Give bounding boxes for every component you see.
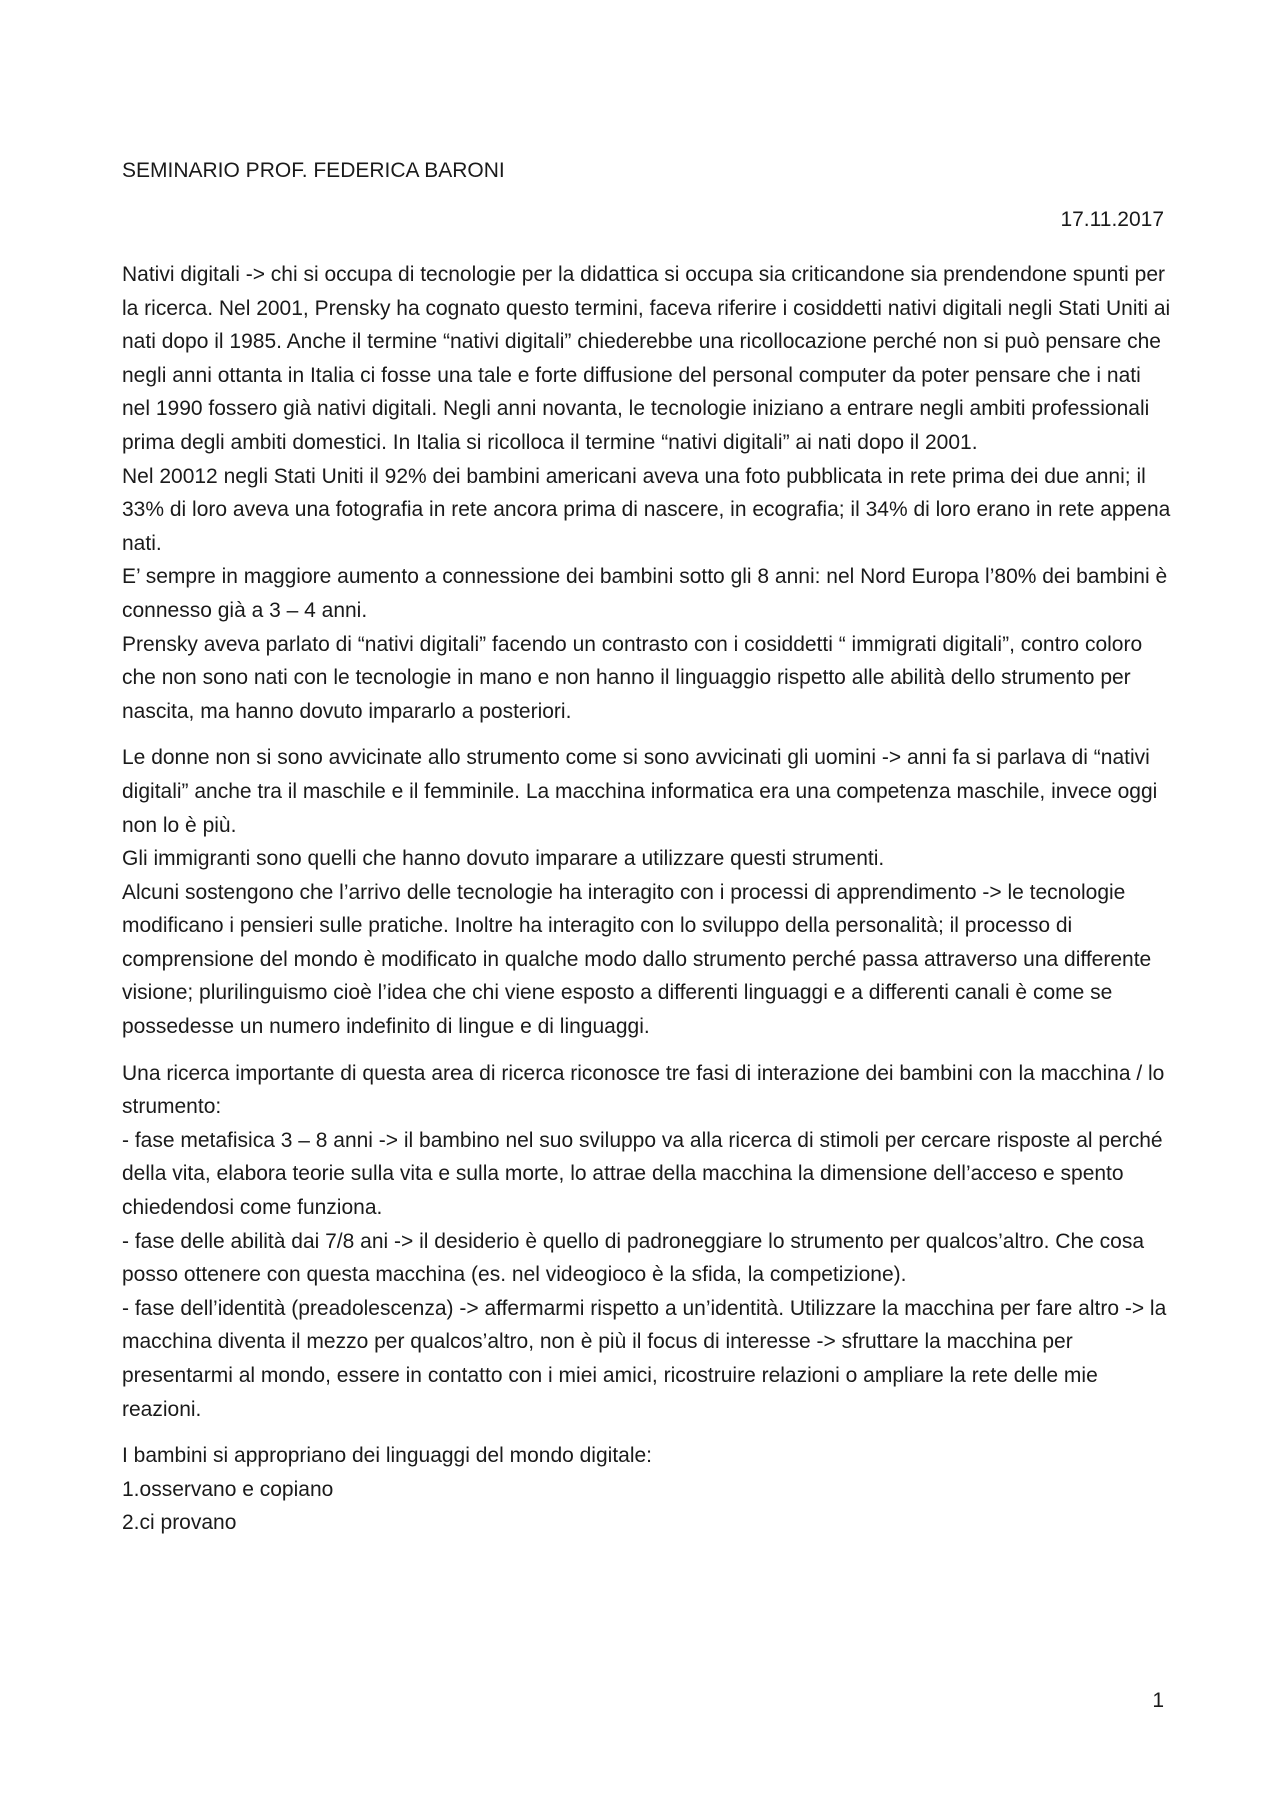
paragraph-connection-age: E’ sempre in maggiore aumento a connessione dei bambini sotto gli 8 anni: nel Nord Europa l’80% dei bambini è connesso già a 3 – 4 anni. [122,565,1168,622]
list-item-fase-abilita: - fase delle abilità dai 7/8 ani -> il desiderio è quello di padroneggiare lo strumento per qualcos’altro. Che cosa posso ottenere con questa macchina (es. nel videogioco è la sfida, la competizione). [122,1229,1145,1287]
document-body [122,258,1172,1540]
paragraph-apprendimento: Alcuni sostengono che l’arrivo delle tecnologie ha interagito con i processi di apprendimento -> le tecnologie modificano i pensieri sulle pratiche. Inoltre ha interagito con lo sviluppo della personalità; il processo di comprensione del mondo è modificato in qualche modo dallo strumento perché passa attraverso una differente visione; plurilinguismo cioè l’idea che chi viene esposto a differenti linguaggi e a differenti canali è come se possedesse un numero indefinito di lingue e di linguaggi. [122,880,1152,1039]
document-title: SEMINARIO PROF. FEDERICA BARONI [122,159,505,182]
list-item-provano: 2.ci provano [122,1511,237,1535]
list-item-fase-metafisica: - fase metafisica 3 – 8 anni -> il bambino nel suo sviluppo va alla ricerca di stimoli per cercare risposte al perché della vita, elabora teorie sulla vita e sulla morte, lo attrae della macchina la dimensione dell’acceso e spento chiedendosi come funziona. [122,1128,1163,1220]
paragraph-statistics-usa: Nel 20012 negli Stati Uniti il 92% dei bambini americani aveva una foto pubblicata in rete prima dei due anni; il 33% di loro aveva una fotografia in rete ancora prima di nascere, in ecografia; il 34% di loro erano in rete appena nati. [122,464,1171,555]
paragraph-immigranti: Gli immigranti sono quelli che hanno dovuto imparare a utilizzare questi strumenti. [122,847,885,871]
document-date: 17.11.2017 [1060,208,1164,231]
list-item-osservano: 1.osservano e copiano [122,1477,334,1501]
paragraph-linguaggi: I bambini si appropriano dei linguaggi del mondo digitale: [122,1444,653,1468]
paragraph-gender: Le donne non si sono avvicinate allo strumento come si sono avvicinati gli uomini -> anni fa si parlava di “nativi digitali” anche tra il maschile e il femminile. La macchina informatica era una competenza maschile, invece oggi non lo è più. [122,746,1158,837]
list-item-fase-identita: - fase dell’identità (preadolescenza) -> affermarmi rispetto a un’identità. Utilizzare la macchina per fare altro -> la macchina diventa il mezzo per qualcos’altro, non è più il focus di interesse -> sfruttare la macchina per presentarmi al mondo, essere in contatto con i miei amici, ricostruire relazioni o ampliare la rete delle mie reazioni. [122,1296,1167,1421]
paragraph-immigrati-digitali: Prensky aveva parlato di “nativi digitali” facendo un contrasto con i cosiddetti “ immigrati digitali”, contro coloro che non sono nati con le tecnologie in mano e non hanno il linguaggio rispetto alle abilità dello strumento per nascita, ma hanno dovuto impararlo a posteriori. [122,632,1143,723]
paragraph-tre-fasi: Una ricerca importante di questa area di ricerca riconosce tre fasi di interazione dei bambini con la macchina / lo strumento: [122,1061,1165,1119]
page-number: 1 [1152,1689,1164,1712]
paragraph-nativi-digitali: Nativi digitali -> chi si occupa di tecnologie per la didattica si occupa sia criticandone sia prendendone spunti per la ricerca. Nel 2001, Prensky ha cognato questo termini, faceva riferire i cosiddetti nativi digitali negli Stati Uniti ai nati dopo il 1985. Anche il termine “nativi digitali” chiederebbe una ricollocazione perché non si può pensare che negli anni ottanta in Italia ci fosse una tale e forte diffusione del personal computer da poter pensare che i nati nel 1990 fossero già nativi digitali. Negli anni novanta, le tecnologie iniziano a entrare negli ambiti professionali prima degli ambiti domestici. In Italia si ricolloca il termine “nativi digitali” ai nati dopo il 2001. [122,263,1171,454]
